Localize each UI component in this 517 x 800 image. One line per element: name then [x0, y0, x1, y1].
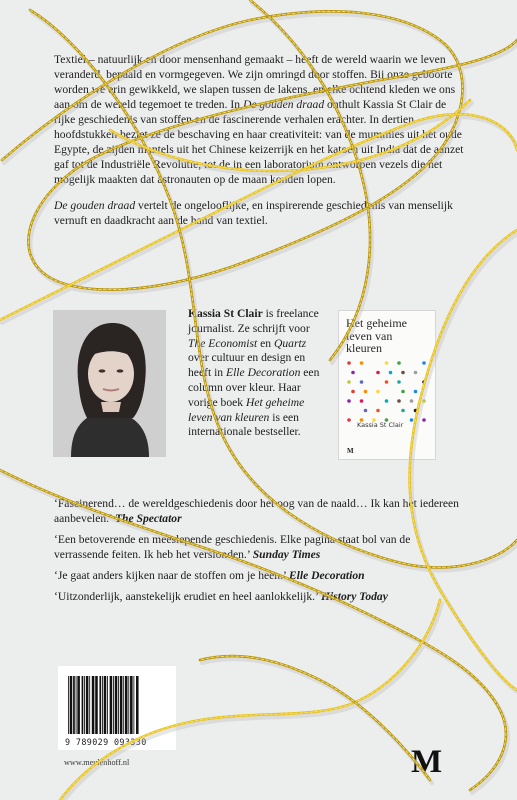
- colour-dot: [422, 418, 426, 422]
- thread-shadow-strand: [412, 233, 517, 693]
- colour-dot: [347, 418, 351, 422]
- barcode-bar: [136, 676, 139, 734]
- colour-dot: [364, 390, 368, 394]
- author-portrait-image: [53, 310, 166, 457]
- barcode-bar: [123, 676, 124, 734]
- thread-strand: [410, 230, 517, 690]
- italic-text: Quartz: [273, 336, 307, 350]
- barcode-bars: [66, 676, 168, 734]
- barcode: [58, 666, 176, 750]
- barcode-bar: [113, 676, 114, 734]
- thread-strand: [200, 656, 430, 780]
- quote-text: ‘Uitzonderlijk, aanstekelijk erudiet en heel aanlokkelijk.’: [54, 590, 321, 603]
- colour-dot: [376, 390, 380, 394]
- barcode-bar: [110, 676, 113, 734]
- colour-dot: [347, 361, 351, 365]
- barcode-bar: [115, 676, 118, 734]
- barcode-bar: [102, 676, 103, 734]
- barcode-bar: [107, 676, 108, 734]
- blurb-paragraph-2: [54, 198, 464, 228]
- colour-dot: [360, 380, 364, 384]
- quote-source: Elle Decoration: [288, 569, 365, 582]
- barcode-bar: [86, 676, 89, 734]
- barcode-bar: [77, 676, 80, 734]
- previous-book-cover: [338, 310, 436, 460]
- colour-dot: [410, 399, 414, 403]
- italic-text: De gouden draad: [242, 98, 325, 111]
- barcode-bar: [92, 676, 95, 734]
- italic-text: Elle Decoration: [226, 366, 301, 380]
- colour-dot: [410, 418, 414, 422]
- quote-source: Sunday Times: [252, 548, 321, 561]
- colour-dot: [347, 399, 351, 403]
- author-bio: [188, 307, 323, 440]
- publisher-logo: M: [411, 744, 443, 780]
- colour-dot: [401, 390, 405, 394]
- barcode-bar: [76, 676, 77, 734]
- review-quote: [54, 568, 464, 583]
- barcode-bar: [120, 676, 123, 734]
- colour-dot: [364, 409, 368, 413]
- barcode-bar: [95, 676, 98, 734]
- quote-text: ‘Fascinerend… de wereldgeschiedenis door het oog van de naald… Ik kan het iedereen aanbevelen.’: [54, 497, 459, 525]
- barcode-bar: [133, 676, 134, 734]
- colour-dot: [422, 399, 426, 403]
- colour-dot: [347, 380, 351, 384]
- colour-dot: [385, 380, 389, 384]
- text-run: en: [257, 336, 274, 350]
- text-run: vertelt de ongelooflijke, en inspirerende geschiedenis van menselijk vernuft en daadkracht aan de hand van textiel.: [54, 199, 453, 227]
- colour-dot: [376, 409, 380, 413]
- colour-dot: [351, 390, 355, 394]
- review-quote: [54, 532, 464, 562]
- previous-book-publisher-logo: M: [347, 447, 354, 455]
- colour-dot: [385, 399, 389, 403]
- publisher-url: www.meulenhoff.nl: [64, 758, 130, 767]
- review-quote: [54, 496, 464, 526]
- bold-text: Kassia St Clair: [188, 307, 263, 320]
- text-run: een column over kleur. Haar vorige boek: [188, 366, 320, 409]
- barcode-bar: [99, 676, 101, 734]
- barcode-bar: [125, 676, 128, 734]
- barcode-bar: [82, 676, 84, 734]
- colour-dot: [422, 380, 426, 384]
- colour-dot: [414, 371, 418, 375]
- quote-source: The Spectator: [114, 512, 182, 525]
- thread-highlight: [410, 230, 517, 690]
- quote-text: ‘Een betoverende en meeslepende geschiedenis. Elke pagina staat bol van de verrassende feiten. Ik heb het verslonden.’: [54, 533, 411, 561]
- colour-dot: [401, 371, 405, 375]
- italic-text: De gouden draad: [54, 199, 136, 212]
- barcode-bar: [89, 676, 90, 734]
- colour-dot: [360, 399, 364, 403]
- thread-shadow-strand: [202, 659, 432, 783]
- colour-dot: [389, 371, 393, 375]
- colour-dot: [376, 371, 380, 375]
- text-run: is een internationale bestseller.: [188, 410, 301, 439]
- barcode-bar: [118, 676, 119, 734]
- barcode-bar: [68, 676, 69, 734]
- text-run: is freelance journalist. Ze schrijft voor: [188, 307, 319, 335]
- review-quotes: [54, 496, 464, 610]
- isbn-number: 9 789029 093330: [65, 737, 147, 747]
- barcode-bar: [70, 676, 73, 734]
- review-quote: [54, 589, 464, 604]
- blurb: [54, 52, 464, 228]
- barcode-bar: [104, 676, 107, 734]
- quote-text: ‘Je gaat anders kijken naar de stoffen om je heen.’: [54, 569, 289, 582]
- italic-text: Het geheime leven van kleuren: [188, 395, 305, 424]
- text-run: over cultuur en design en heeft in: [188, 351, 306, 380]
- colour-dot: [397, 361, 401, 365]
- colour-dot: [397, 380, 401, 384]
- barcode-bar: [73, 676, 75, 734]
- colour-dots-pattern: [339, 311, 435, 459]
- colour-dot: [385, 361, 389, 365]
- author-photo: [53, 310, 166, 457]
- colour-dot: [360, 361, 364, 365]
- text-run: onthult Kassia St Clair de rijke geschiedenis van stoffen en de fascinerende verhalen erachter. In dertien hoofdstukken beziet ze de beschaving en haar creativiteit: van de mummies uit het oude Egypte, de zijden mantels uit het Chinese keizerrijk en het katoen uit India dat de aanzet gaf tot de Industriële Revolutie, tot de in een laboratorium ontworpen vezels die het mogelijk maakten dat astronauten op de maan konden lopen.: [54, 98, 464, 186]
- italic-text: The Economist: [188, 336, 258, 350]
- previous-book-title: Het geheime leven van kleuren: [346, 316, 407, 355]
- barcode-bar: [130, 676, 133, 734]
- colour-dot: [401, 409, 405, 413]
- barcode-bar: [84, 676, 85, 734]
- colour-dot: [397, 399, 401, 403]
- colour-dot: [351, 371, 355, 375]
- text-run: Textiel – natuurlijk en door mensenhand gemaakt – heeft de wereld waarin we leven veranderd, bepaald en vormgegeven. We zijn omringd door stoffen. Bij onze geboorte worden we erin gewikkeld, we slapen tussen de lakens, en elke ochtend kleden we ons aan om de wereld tegemoet te treden. In: [54, 53, 456, 111]
- colour-dot: [422, 361, 426, 365]
- colour-dot: [414, 390, 418, 394]
- previous-book-author: Kassia St Clair: [357, 421, 404, 429]
- colour-dot: [414, 409, 418, 413]
- blurb-paragraph-1: [54, 52, 464, 187]
- barcode-bar: [128, 676, 129, 734]
- thread-highlight: [200, 656, 430, 780]
- quote-source: History Today: [320, 590, 388, 603]
